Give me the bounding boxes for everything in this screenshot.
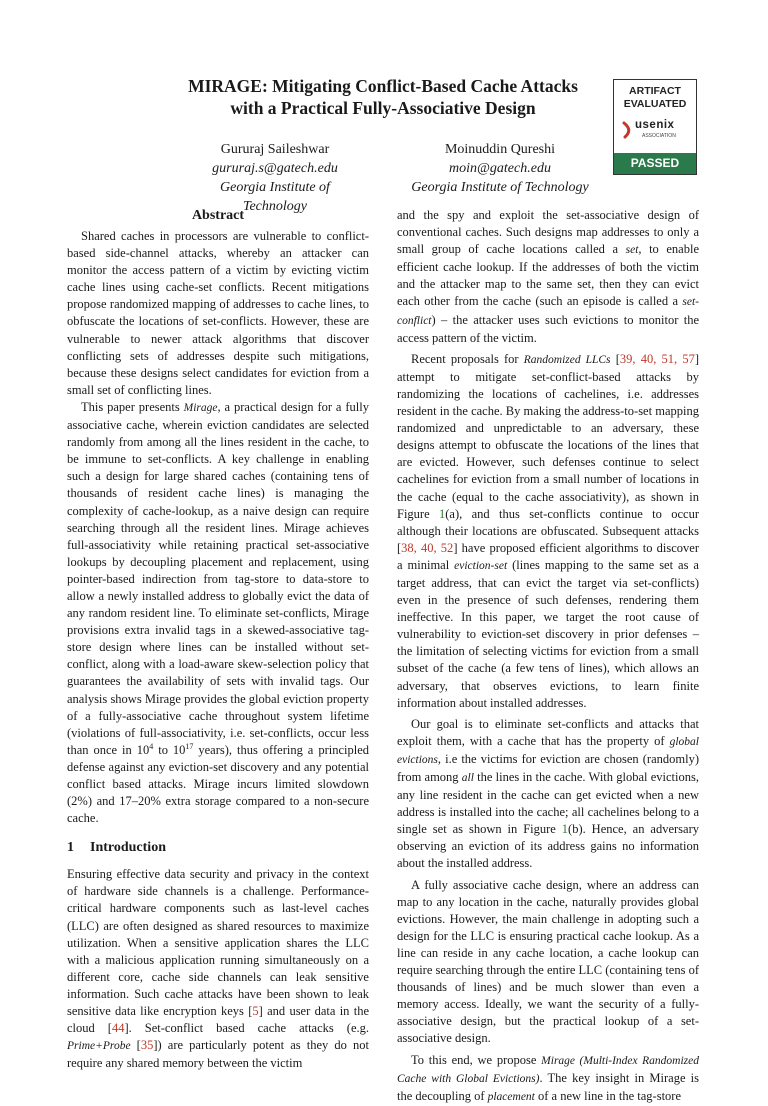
term-mirage-expansion: Mirage (Multi-Index Randomized Cache with Global Evictions) [397,1054,699,1085]
term-all: all [461,772,474,784]
intro-paragraph-1-continued: and the spy and exploit the set-associative design of conventional caches. Such designs map addresses to only a small group of cache locations called a set, to enable efficient cache lookup. If the addresses of both the victim and the attacker map to the same set, then they can evict each other from the cache (such an episode is called a set-conflict) – the attacker uses such evictions to monitor the access pattern of the victim. [397,208,699,345]
author-affiliation: Georgia Institute of Technology [411,180,589,195]
citation-link[interactable]: 38, 40, 52 [401,540,454,555]
author-email: gururaj.s@gatech.edu [212,161,338,176]
badge-line-2: EVALUATED [623,98,687,110]
figure-link[interactable]: 1 [561,822,569,837]
artifact-evaluated-badge [613,79,697,175]
figure-link[interactable]: 1 [439,506,446,521]
intro-paragraph-3: Our goal is to eliminate set-conflicts and attacks that exploit them, with a cache that has the property of global evictions, i.e the victims for eviction are chosen (randomly) from among all the lines in the cache. With global evictions, any line resident in the cache can get evicted when a new address is installed into the cache; all cachelines belong to a single set as shown in Figure 1(b). Hence, an adversary observing an eviction of its address gains no information about the installed address. [397,716,699,871]
section-heading-introduction: 1 Introduction [67,840,166,856]
citation-link[interactable]: 35 [140,1038,154,1053]
citation-link[interactable]: 5 [252,1004,259,1019]
author-block-1 [190,140,360,216]
term-placement: placement [487,1090,535,1103]
term-eviction-set: eviction-set [454,559,508,572]
author-email: moin@gatech.edu [449,161,551,176]
usenix-logo-icon [622,120,636,140]
abstract-paragraph-1: Shared caches in processors are vulnerable to conflict-based side-channel attacks, whereby an attacker can monitor the access pattern of a victim by evicting victim cache lines using cache-set conflicts. Recent mitigations propose randomized mapping of addresses to cache lines, to obfuscate the locations of set-conflicts. However, these are vulnerable to newer attack algorithms that discover conflicting sets of addresses despite such mitigations, because these designs select candidates for eviction from a small set of conflicting lines. [67,229,369,397]
intro-paragraph-1: Ensuring effective data security and privacy in the context of hardware side channels is a challenge. Performance-critical hardware components such as last-level caches (LLC) are often designed as shared resources to maximize utilization. When a sensitive application shares the LLC with a malicious application running simultaneously on a different core, cache side channels can leak sensitive information. Such cache attacks have been shown to leak sensitive data like encryption keys [5] and user data in the cloud [44]. Set-conflict based cache attacks (e.g. Prime+Probe [35]) are particularly potent as they do not require any shared memory between the victim [67,867,370,1071]
term-set-conflict: set-conflict [397,296,699,327]
title-line-1: MIRAGE: Mitigating Conflict-Based Cache Attacks [188,76,578,96]
citation-link[interactable]: 39, 40, 51, 57 [619,351,695,366]
term-prime-probe: Prime+Probe [67,1040,131,1053]
term-global-evictions: global evictions [397,735,699,766]
badge-line-1: ARTIFACT [629,85,681,97]
intro-paragraph-4: A fully associative cache design, where an address can map to any location in the cache, naturally provides global evictions. However, the main challenge in adopting such a design for the LLC is ensuring practical cache lookup. As a line can reside in any cache location, a cache lookup can require searching through the entire LLC (containing tens of thousands of lines) and be much slower than even a memory access. Ideally, we want the security of a fully-associative design, but the practical lookup of a set-associative design. [397,877,699,1046]
badge-assoc: ASSOCIATION [642,133,676,139]
paper-title [150,75,616,119]
intro-paragraph-5: To this end, we propose Mirage (Multi-Index Randomized Cache with Global Evictions). The key insight in Mirage is the decoupling of placement of a new line in the tag-store [397,1052,699,1103]
author-name: Gururaj Saileshwar [220,142,330,157]
author-name: Moinuddin Qureshi [444,142,556,157]
left-column [67,207,369,1072]
title-line-2: with a Practical Fully-Associative Design [230,98,536,118]
badge-org: usenix [635,119,675,131]
abstract-paragraph-2: This paper presents Mirage, a practical design for a fully associative cache, wherein eviction candidates are selected randomly from among all the lines resident in the cache, to be immune to set-conflicts. A key challenge in enabling such a design for large shared caches (containing tens of thousands of resident cache lines) is managing the complexity of cache-lookup, as a naive design can require searching through all the resident lines. Mirage achieves full-associativity while retaining practical set-associative lookups by decoupling placement and replacement, using pointer-based indirection from tag-store to data-store to allow a newly installed address to globally evict the data of any random resident line. To eliminate set-conflicts, Mirage provisions extra invalid tags in a skewed-associative tag-store design where lines can be installed without set-conflict, along with a load-aware skew-selection policy that guarantees the availability of sets with invalid tags. Our analysis shows Mirage provides the global eviction property of a fully-associative cache throughout system lifetime (violations of full-associativity, i.e. set-conflicts, occur less than once in $10^4$ to $10^{17}$ years), thus offering a principled defense against any eviction-set discovery and any potential conflict based attacks. Mirage incurs limited slowdown (2%) and 17–20% extra storage compared to a non-secure cache. [67,399,369,826]
term-randomized-llcs: Randomized LLCs [523,353,611,366]
citation-link[interactable]: 44 [111,1021,125,1036]
author-block-2 [400,140,600,197]
term-set: set [625,244,639,257]
badge-status: PASSED [614,153,696,174]
term-mirage: Mirage [183,401,218,414]
author-affiliation: Georgia Institute of Technology [220,180,330,214]
right-column [397,207,699,1106]
abstract-heading: Abstract [191,208,245,223]
intro-paragraph-2: Recent proposals for Randomized LLCs [39, 40, 51, 57] attempt to mitigate set-conflict-based attacks by randomizing the locations of cachelines, i.e. addresses resident in the cache. By making the address-to-set mapping randomized and unpredictable to an adversary, these designs attempt to obfuscate the locations of the lines that are evicted. However, such defenses continue to select cachelines for eviction from a small number of locations in the cache (equal to the cache associativity), as shown in Figure 1(a), and thus set-conflicts continue to occur although their locations are obfuscated. Subsequent attacks [38, 40, 52] have proposed efficient algorithms to discover a minimal eviction-set (lines mapping to the same set as a target address, that can evict the target via set-conflicts) even in the presence of such defenses, rendering them ineffective. In this paper, we target the root cause of vulnerability to eviction-set discovery in prior defenses – the limitation of selecting victims for eviction from a small subset of the cache (a few tens of lines), which allows an adversary, that observes evictions, to learn finite information about installed addresses. [397,351,699,710]
